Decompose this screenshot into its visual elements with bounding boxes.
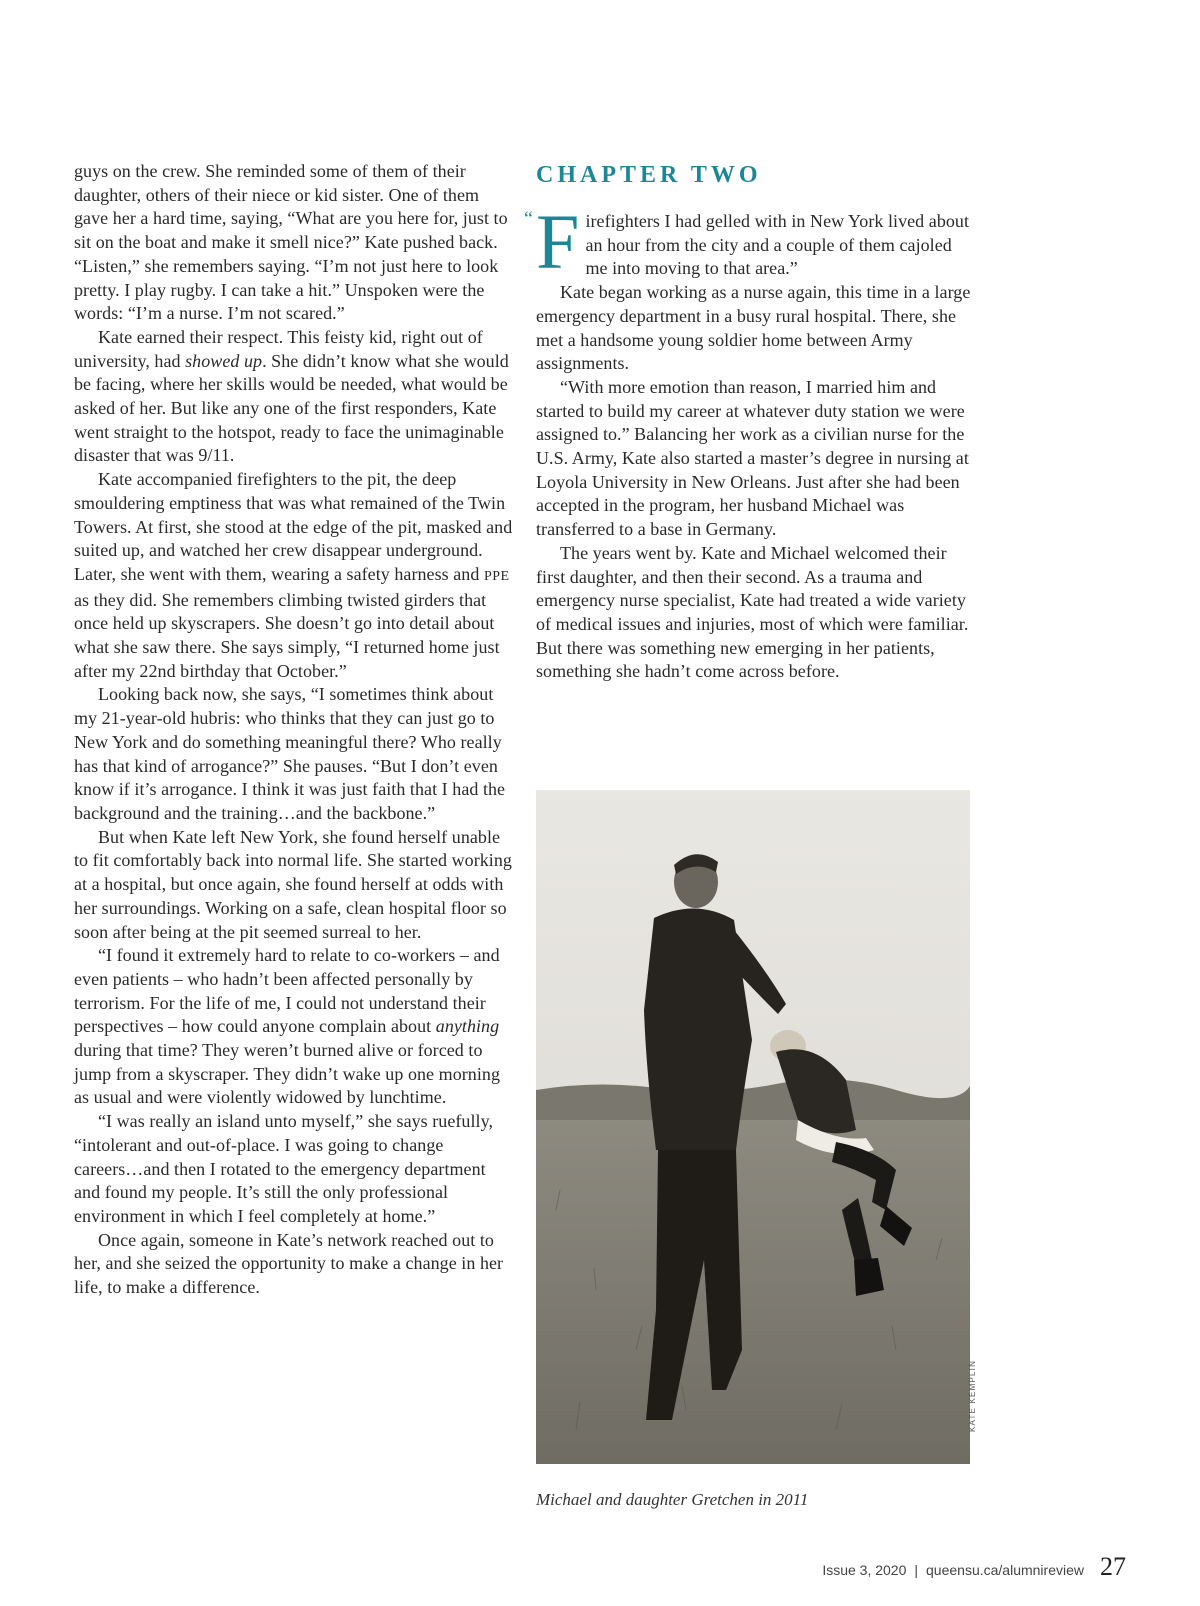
body-paragraph: But when Kate left New York, she found herself unable to fit comfortably back into normal life. She started working at a hospital, but once again, she found herself at odds with her surroundings. Working on a safe, clean hospital floor so soon after being at the pit seemed surreal to her.	[74, 826, 512, 942]
page-footer	[822, 1552, 1126, 1582]
footer-separator: |	[914, 1562, 919, 1578]
body-paragraph	[536, 198, 976, 285]
body-paragraph	[74, 468, 514, 683]
opening-paragraph	[524, 198, 976, 285]
text-run: “I found it extremely hard to relate to co-workers – and even patients – who hadn’t been affected personally by terrorism. For the life of me, I could not understand their perspectives – how could anyone complain about	[74, 945, 500, 1037]
text-run: Kate accompanied firefighters to the pit, the deep smouldering emptiness that was what remained of the Twin Towers. At first, she stood at the edge of the pit, masked and suited up, and watched her crew disappear underground. Later, she went with them, wearing a safety harness and	[74, 469, 513, 584]
emphasis: showed up	[185, 350, 263, 371]
text-run: during that time? They weren’t burned alive or forced to jump from a skyscraper. They didn’t wake up one morning as usual and were violently widowed by lunchtime.	[74, 1040, 500, 1108]
body-paragraph: The years went by. Kate and Michael welcomed their first daughter, and then their second. As a trauma and emergency nurse specialist, Kate had treated a wide variety of medical issues and injuries, most of which were familiar. But there was something new emerging in her patients, something she hadn’t come across before.	[536, 542, 969, 682]
left-column	[74, 160, 514, 1300]
drop-cap: F	[536, 198, 580, 285]
body-paragraph: “With more emotion than reason, I married him and started to build my career at whatever duty station we were assigned to.” Balancing her work as a civilian nurse for the U.S. Army, Kate also started a master’s degree in nursing at Loyola University in New Orleans. Just after she had been accepted in the program, her husband Michael was transferred to a base in Germany.	[536, 376, 969, 540]
body-paragraph: “I was really an island unto myself,” she says ruefully, “intolerant and out-of-place. I was going to change careers…and then I rotated to the emergency department and found my people. It’s still the only professional environment in which I feel completely at home.”	[74, 1111, 494, 1226]
body-paragraph: Kate began working as a nurse again, this time in a large emergency department in a busy rural hospital. There, she met a handsome young soldier home between Army assignments.	[536, 282, 971, 374]
emphasis: anything	[435, 1016, 500, 1037]
right-column	[524, 160, 976, 684]
body-paragraph	[74, 326, 514, 468]
body-paragraph: guys on the crew. She reminded some of them of their daughter, others of their niece or kid sister. One of them gave her a hard time, saying, “What are you here for, just to sit on the boat and make it smell nice?” Kate pushed back. “Listen,” she remembers saying. “I’m not just here to look pretty. I play rugby. I can take a hit.” Unspoken were the words: “I’m a nurse. I’m not scared.”	[74, 161, 508, 324]
chapter-heading: CHAPTER TWO	[536, 162, 762, 188]
text-run: . She didn’t know what she would be facing, where her skills would be needed, what would be asked of her. But like any one of the first responders, Kate went straight to the hotspot, ready to face the unimaginable disaster that was 9/11.	[74, 350, 509, 466]
photo-caption: Michael and daughter Gretchen in 2011	[536, 1490, 809, 1509]
photo-credit: KATE KEMPLIN	[968, 1359, 977, 1432]
body-paragraph: Once again, someone in Kate’s network reached out to her, and she seized the opportunity to make a change in her life, to make a difference.	[74, 1229, 504, 1298]
footer-url: queensu.ca/alumnireview	[926, 1562, 1084, 1578]
small-caps-abbr: PPE	[483, 568, 510, 584]
page-number: 27	[1100, 1552, 1126, 1581]
open-quote: “	[524, 208, 533, 230]
text-run: irefighters I had gelled with in New York lived about an hour from the city and a couple of them cajoled me into moving to that area.”	[585, 211, 970, 279]
issue-label: Issue 3, 2020	[822, 1562, 907, 1578]
photo-illustration	[536, 790, 970, 1464]
body-paragraph: Looking back now, she says, “I sometimes think about my 21-year-old hubris: who thinks that they can just go to New York and do something meaningful there? Who really has that kind of arrogance?” She pauses. “But I don’t even know if it’s arrogance. I think it was just faith that I had the background and the training…and the backbone.”	[74, 684, 506, 823]
body-paragraph	[74, 944, 514, 1110]
photo-father-daughter	[536, 790, 970, 1464]
text-run: Kate earned their respect. This feisty kid, right out of university, had	[74, 326, 483, 371]
text-run: as they did. She remembers climbing twisted girders that once held up skyscrapers. She doesn’t go into detail about what she saw there. She says simply, “I returned home just after my 22nd birthday that October.”	[74, 589, 500, 681]
